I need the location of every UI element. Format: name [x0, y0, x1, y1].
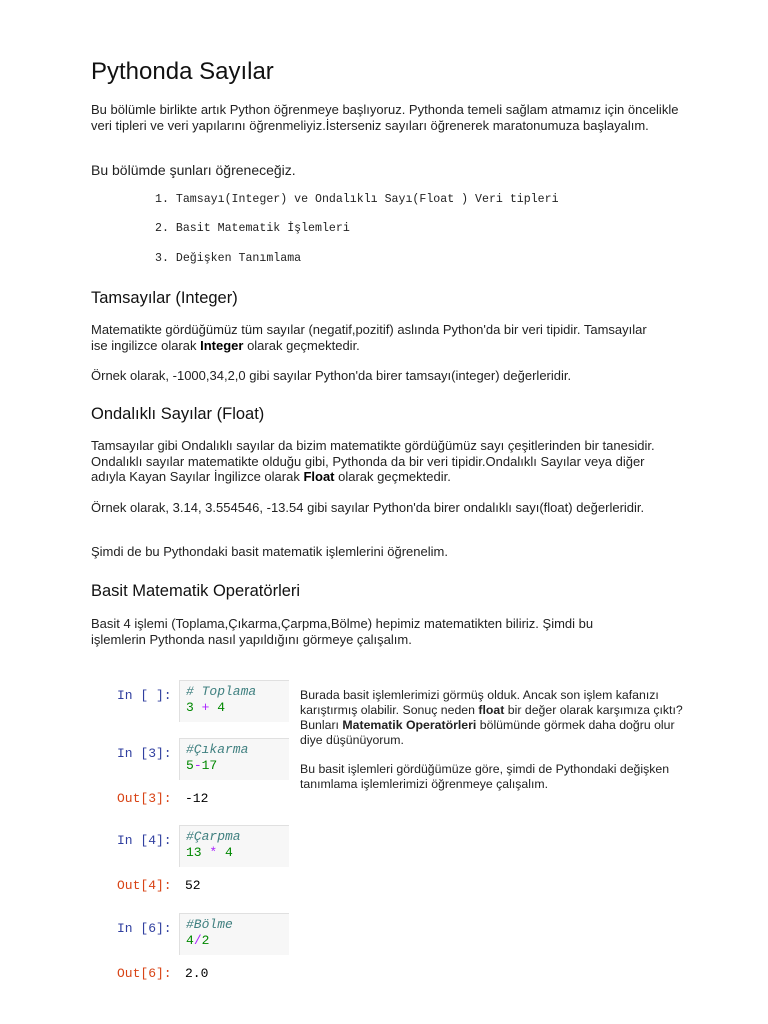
code-number: 4 — [186, 933, 194, 948]
page-title: Pythonda Sayılar — [91, 58, 274, 85]
input-prompt: In [ ]: — [117, 688, 172, 703]
integer-paragraph-2: Örnek olarak, -1000,34,2,0 gibi sayılar Python'da birer tamsayı(integer) değerleridir. — [91, 368, 572, 383]
output-prompt: Out[3]: — [117, 791, 172, 806]
code-cell[interactable] — [179, 913, 289, 955]
code-number: 4 — [217, 700, 226, 715]
float-paragraph-1: Tamsayılar gibi Ondalıklı sayılar da bizim matematikte gördüğümüz sayı çeşitlerinden bir tanesidir. Ondalıklı sayılar matematikte olduğu gibi, Pythonda da bir veri tipidir.Ondalıklı Sayılar veya diğer adıyla Kayan Sayılar İngilizce olarak Float olarak geçmektedir. — [91, 438, 655, 484]
learn-list-item: 1. Tamsayı(Integer) ve Ondalıklı Sayı(Float ) Veri tipleri — [155, 193, 559, 206]
learn-heading: Bu bölümde şunları öğreneceğiz. — [91, 162, 296, 178]
learn-list-item: 3. Değişken Tanımlama — [155, 252, 302, 265]
code-number: 2 — [201, 933, 210, 948]
integer-paragraph-1: Matematikte gördüğümüz tüm sayılar (negatif,pozitif) aslında Python'da bir veri tipidir. Tamsayılar ise ingilizce olarak Integer olarak geçmektedir. — [91, 322, 647, 353]
code-number: 3 — [186, 700, 194, 715]
input-prompt: In [4]: — [117, 833, 172, 848]
code-cell[interactable] — [179, 680, 289, 722]
output-value: 2.0 — [185, 966, 209, 981]
side-paragraph-1: Burada basit işlemlerimizi görmüş olduk. Ancak son işlem kafanızı karıştırmış olabilir. Sonuç neden float bir değer olarak karşımıza çıktı? Bunları Matematik Operatörleri bölümünde görmek daha doğru olur diye düşünüyorum. — [300, 688, 683, 747]
input-prompt: In [3]: — [117, 746, 172, 761]
section-heading-float: Ondalıklı Sayılar (Float) — [91, 405, 265, 423]
float-paragraph-3: Şimdi de bu Pythondaki basit matematik işlemlerini öğrenelim. — [91, 544, 448, 559]
side-notes — [300, 688, 690, 806]
code-comment: # Toplama — [186, 684, 257, 699]
section-heading-integer: Tamsayılar (Integer) — [91, 289, 238, 307]
notebook-cells — [117, 678, 297, 998]
output-value: -12 — [185, 791, 209, 806]
code-operator: * — [201, 845, 226, 860]
code-comment: #Çarpma — [186, 829, 241, 844]
side-paragraph-2: Bu basit işlemleri gördüğümüze göre, şimdi de Pythondaki değişken tanımlama işlemlerimizi öğrenmeye çalışalım. — [300, 762, 670, 791]
input-prompt: In [6]: — [117, 921, 172, 936]
code-number: 5 — [186, 758, 194, 773]
code-number: 4 — [225, 845, 233, 860]
learn-list-item: 2. Basit Matematik İşlemleri — [155, 222, 350, 235]
code-operator: + — [193, 700, 218, 715]
output-prompt: Out[6]: — [117, 966, 172, 981]
float-paragraph-2: Örnek olarak, 3.14, 3.554546, -13.54 gibi sayılar Python'da birer ondalıklı sayı(float) değerleridir. — [91, 500, 645, 515]
intro-paragraph: Bu bölümle birlikte artık Python öğrenmeye başlıyoruz. Pythonda temeli sağlam atmamız için öncelikle veri tipleri ve veri yapılarını öğrenmeliyiz.İsterseniz sayıları öğrenerek maratonumuza başlayalım. — [91, 102, 679, 133]
code-cell[interactable] — [179, 738, 289, 780]
code-operator: / — [193, 933, 202, 948]
code-comment: #Çıkarma — [186, 742, 249, 757]
section-heading-operators: Basit Matematik Operatörleri — [91, 582, 301, 600]
code-cell[interactable] — [179, 825, 289, 867]
code-number: 13 — [186, 845, 202, 860]
code-operator: - — [193, 758, 202, 773]
code-comment: #Bölme — [186, 917, 233, 932]
output-value: 52 — [185, 878, 201, 893]
code-number: 17 — [201, 758, 218, 773]
output-prompt: Out[4]: — [117, 878, 172, 893]
operators-paragraph: Basit 4 işlemi (Toplama,Çıkarma,Çarpma,Bölme) hepimiz matematikten biliriz. Şimdi bu işlemlerin Pythonda nasıl yapıldığını görmeye çalışalım. — [91, 616, 594, 647]
